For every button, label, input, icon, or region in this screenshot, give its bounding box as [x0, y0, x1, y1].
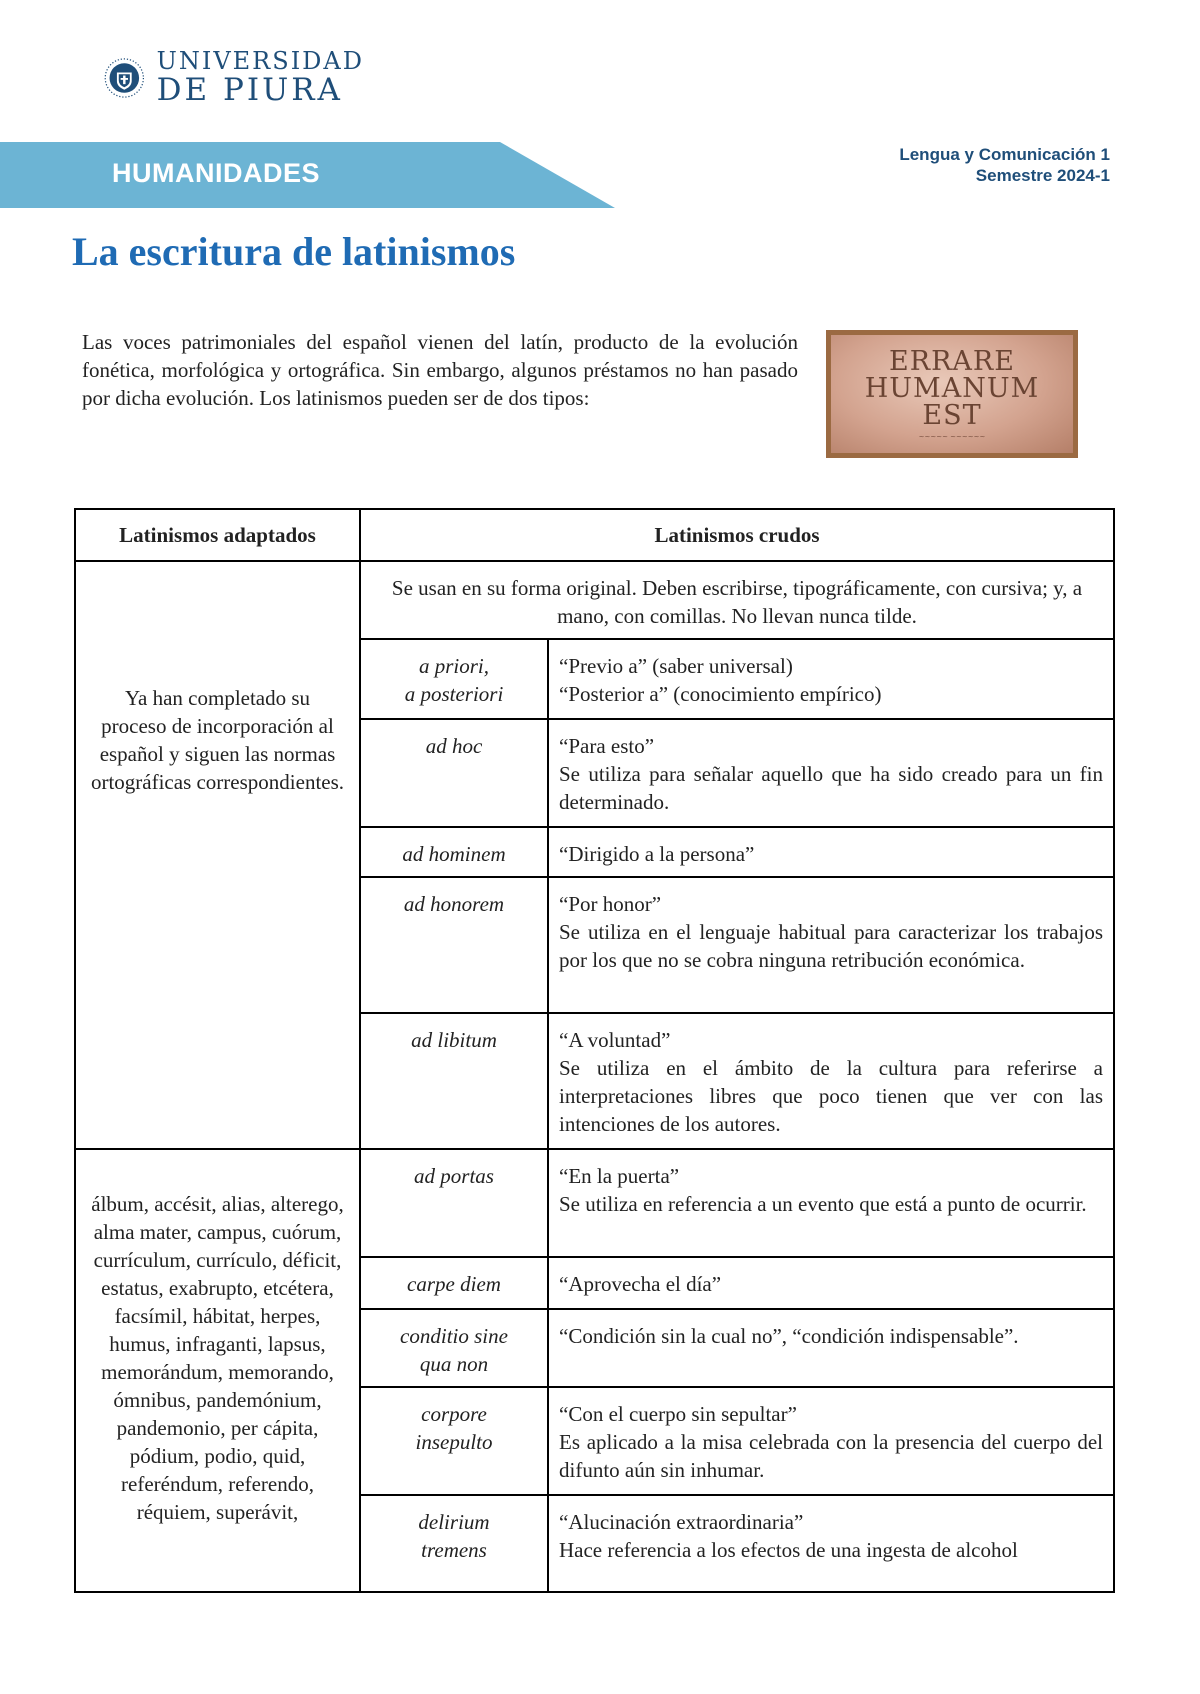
header-raw: Latinismos crudos — [360, 509, 1114, 561]
intro-paragraph: Las voces patrimoniales del español vienen del latín, producto de la evolución fonética, morfológica y ortográfica. Sin embargo, algunos préstamos no han pasado por dicha evolución. Los latinismos pueden ser de dos tipos: — [82, 330, 798, 410]
faculty-banner — [0, 142, 615, 208]
university-logo — [104, 30, 364, 125]
latinism-term: ad hoc — [360, 719, 548, 827]
latinism-term: ad hominem — [360, 827, 548, 877]
university-name-line2: DE PIURA — [156, 71, 343, 108]
plaque-line2: HUMANUM — [864, 372, 1040, 404]
header-adapted: Latinismos adaptados — [75, 509, 360, 561]
course-name: Lengua y Comunicación 1 — [899, 145, 1110, 164]
course-info — [899, 144, 1110, 186]
latinism-term: delirium tremens — [360, 1495, 548, 1592]
plaque-line3: EST — [922, 399, 982, 431]
university-name-line1: UNIVERSIDAD — [156, 46, 364, 75]
latinism-definition: “Alucinación extraordinaria” Hace referencia a los efectos de una ingesta de alcohol — [548, 1495, 1114, 1592]
latinism-definition: “Para esto” Se utiliza para señalar aquello que ha sido creado para un fin determinado. — [548, 719, 1114, 827]
latinism-definition: “A voluntad” Se utiliza en el ámbito de la cultura para referirse a interpretaciones libres que poco tienen que ver con las intenciones de los autores. — [548, 1013, 1114, 1149]
latinism-term: ad libitum — [360, 1013, 548, 1149]
latinism-term: carpe diem — [360, 1257, 548, 1309]
plaque-line1: ERRARE — [889, 345, 1015, 377]
latinism-definition: “En la puerta” Se utiliza en referencia a un evento que está a punto de ocurrir. — [548, 1149, 1114, 1257]
adapted-examples: álbum, accésit, alias, alterego, alma mater, campus, cuórum, currículum, currículo, déficit, estatus, exabrupto, etcétera, facsímil, hábitat, herpes, humus, infraganti, lapsus, memorándum, memorando, ómnibus, pandemónium, pandemonio, per cápita, pódium, podio, quid, referéndum, referendo, réquiem, superávit, — [75, 1149, 360, 1592]
latinism-definition: “Condición sin la cual no”, “condición indispensable”. — [548, 1309, 1114, 1387]
latinism-definition: “Dirigido a la persona” — [548, 827, 1114, 877]
latinism-definition: “Con el cuerpo sin sepultar” Es aplicado a la misa celebrada con la presencia del cuerpo del difunto aún sin inhumar. — [548, 1387, 1114, 1495]
latinism-term: conditio sine qua non — [360, 1309, 548, 1387]
adapted-description: Ya han completado su proceso de incorporación al español y siguen las normas ortográficas correspondientes. — [75, 561, 360, 1149]
latinism-term: ad honorem — [360, 877, 548, 1013]
raw-usage-note: Se usan en su forma original. Deben escribirse, tipográficamente, con cursiva; y, a mano, con comillas. No llevan nunca tilde. — [360, 561, 1114, 639]
latinisms-table — [74, 508, 1115, 1593]
latinism-definition: “Por honor” Se utiliza en el lenguaje habitual para caracterizar los trabajos por los que no se cobra ninguna retribución económica. — [548, 877, 1114, 1013]
latinism-term: ad portas — [360, 1149, 548, 1257]
semester: Semestre 2024-1 — [975, 166, 1110, 185]
table-row — [75, 1149, 1114, 1257]
errare-humanum-est-image — [826, 330, 1078, 458]
plaque-signature: ~~~~~ ~~~~~~ — [918, 432, 986, 441]
latinism-term: corpore insepulto — [360, 1387, 548, 1495]
latinism-term: a priori, a posteriori — [360, 639, 548, 719]
latinism-definition: “Aprovecha el día” — [548, 1257, 1114, 1309]
university-seal-icon — [104, 33, 145, 123]
banner-label: HUMANIDADES — [112, 158, 320, 188]
page-title: La escritura de latinismos — [72, 229, 516, 274]
latinism-definition: “Previo a” (saber universal) “Posterior a” (conocimiento empírico) — [548, 639, 1114, 719]
